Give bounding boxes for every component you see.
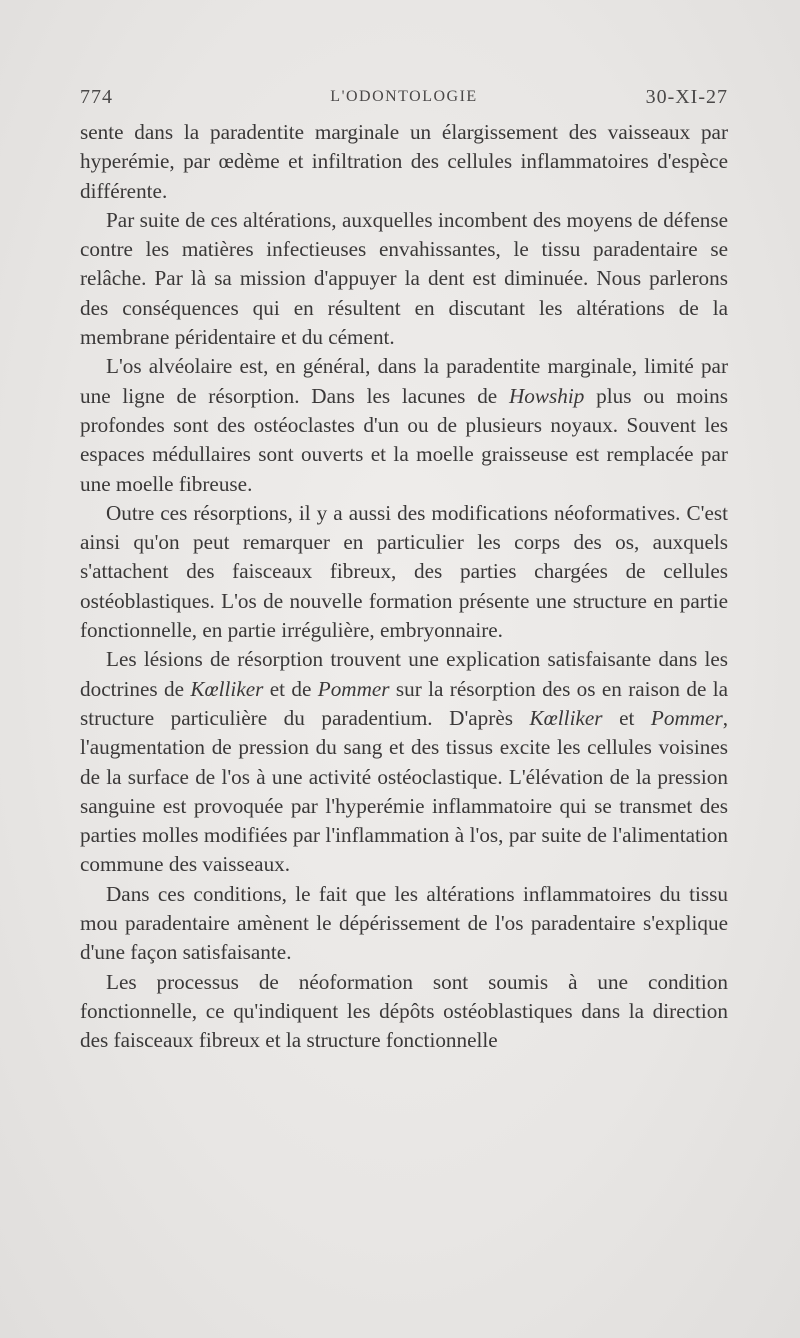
paragraph-7: Les processus de néoformation sont soumis à une condition fonctionnelle, ce qu'indiquent les dépôts ostéoblastiques dans la direction des faisceaux fibreux et la structure fonctionnelle (80, 969, 728, 1053)
paragraph-6: Dans ces conditions, le fait que les altérations inflammatoires du tissu mou paradentaire amènent le dépérissement de l'os paradentaire s'explique d'une façon satisfaisante. (80, 881, 728, 965)
journal-title: L'ODONTOLOGIE (330, 88, 478, 105)
page-number: 774 (80, 86, 113, 108)
body-text (80, 118, 728, 1056)
running-header (80, 86, 728, 112)
paragraph-2: Par suite de ces altérations, auxquelles incombent des moyens de défense contre les matières infectieuses envahissantes, le tissu paradentaire se relâche. Par là sa mission d'appuyer la dent est diminuée. Nous parlerons des conséquences qui en résultent en discutant les altérations de la membrane péridentaire et du cément. (80, 207, 728, 350)
paragraph-4: Outre ces résorptions, il y a aussi des modifications néoformatives. C'est ainsi qu'on peut remarquer en particulier les corps des os, auxquels s'attachent des faisceaux fibreux, des parties chargées de cellules ostéoblastiques. L'os de nouvelle formation présente une structure en partie fonctionnelle, en partie irrégulière, embryonnaire. (80, 500, 728, 643)
issue-date: 30-XI-27 (645, 86, 728, 108)
paragraph-5: Les lésions de résorption trouvent une explication satisfaisante dans les doctrines de Kœlliker et de Pommer sur la résorption des os en raison de la structure particulière du paradentium. D'après Kœlliker et Pommer, l'augmentation de pression du sang et des tissus excite les cellules voisines de la surface de l'os à une activité ostéoclastique. L'élévation de la pression sanguine est provoquée par l'hyperémie inflammatoire qui se transmet des parties molles modifiées par l'inflammation à l'os, par suite de l'alimentation commune des vaisseaux. (80, 647, 729, 877)
paragraph-1: sente dans la paradentite marginale un élargissement des vaisseaux par hyperémie, par œdème et infiltration des cellules inflammatoires d'espèce différente. (80, 120, 728, 203)
paragraph-3: L'os alvéolaire est, en général, dans la paradentite marginale, limité par une ligne de résorption. Dans les lacunes de Howship plus ou moins profondes sont des ostéoclastes d'un ou de plusieurs noyaux. Souvent les espaces médullaires sont ouverts et la moelle graisseuse est remplacée par une moelle fibreuse. (80, 354, 728, 496)
